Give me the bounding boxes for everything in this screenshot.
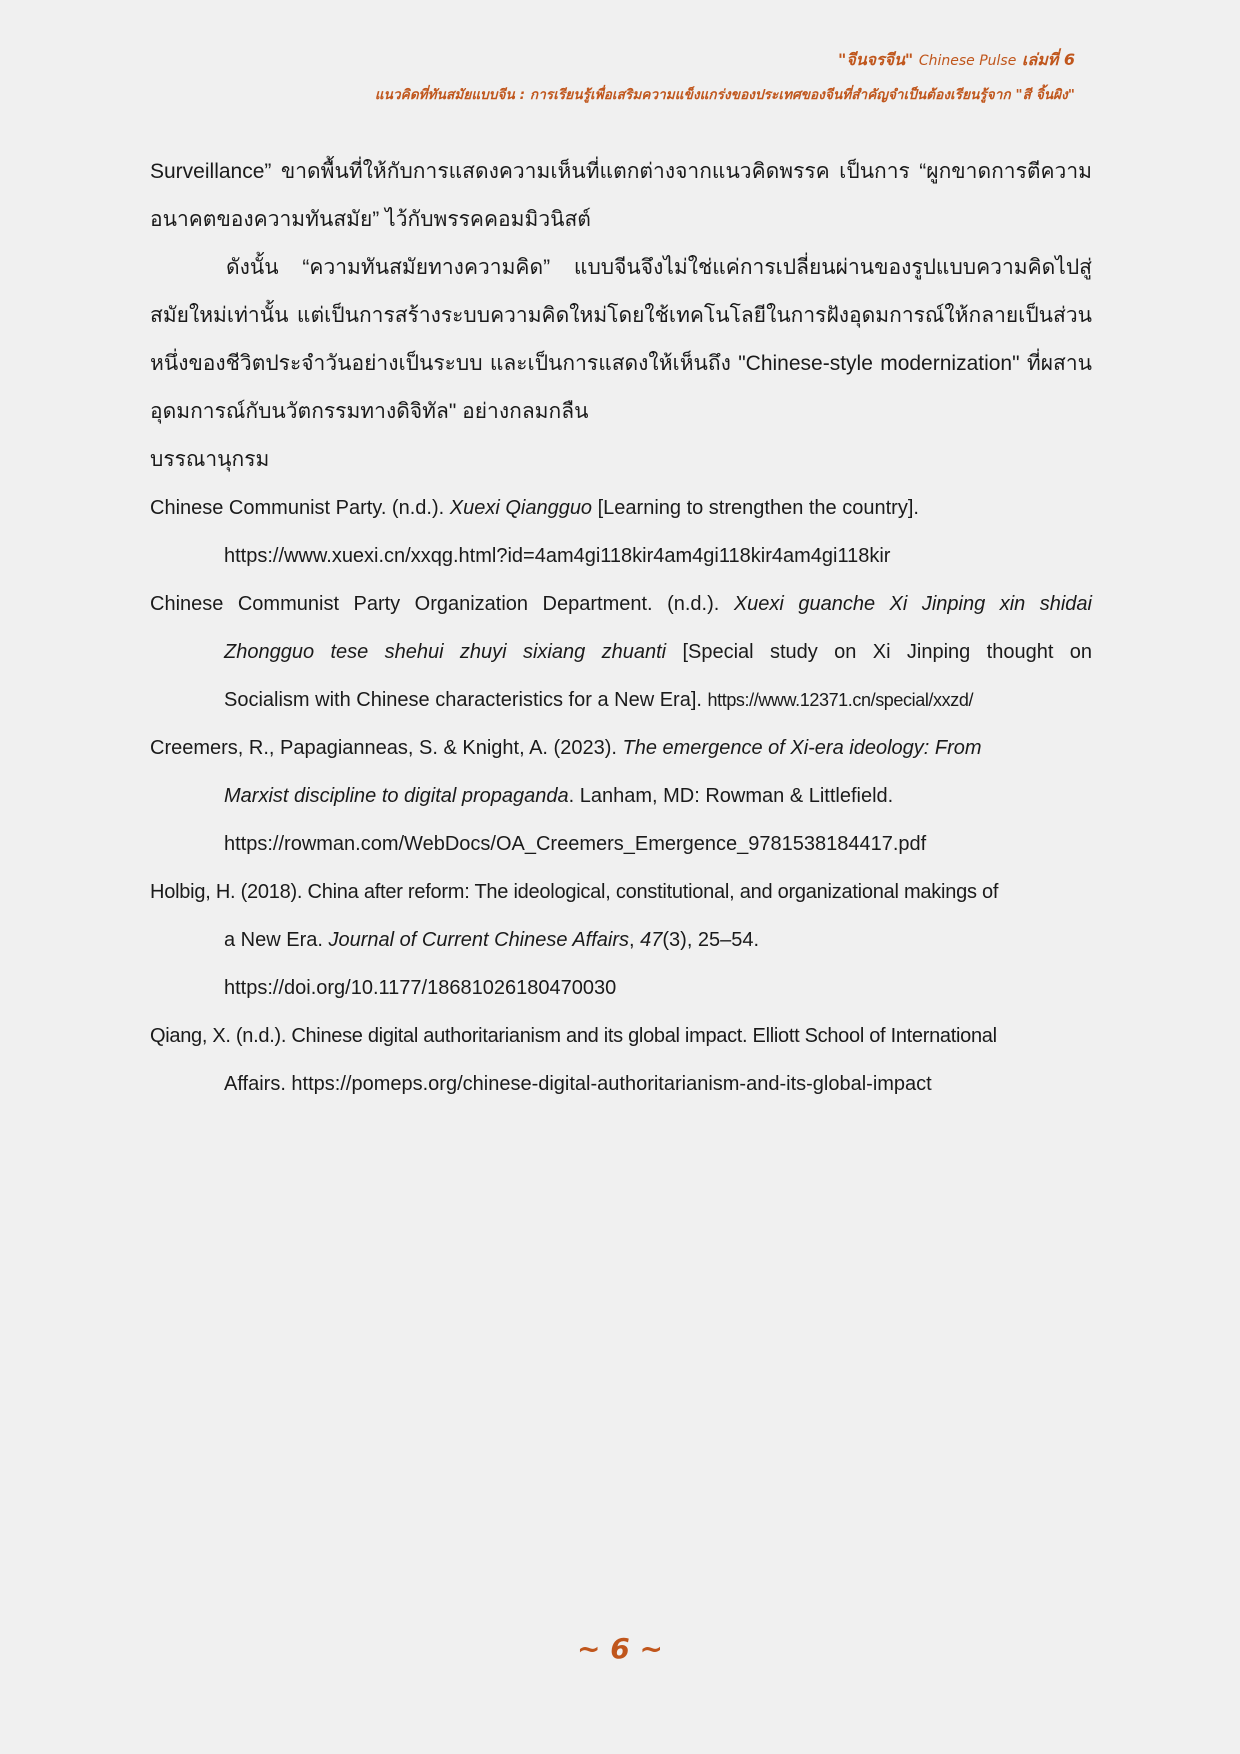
reference-text: Chinese Communist Party. (n.d.). (150, 497, 450, 519)
reference-url: https://rowman.com/WebDocs/OA_Creemers_Emergence_9781538184417.pdf (224, 833, 927, 855)
reference-title: The emergence of Xi-era ideology: From (622, 737, 982, 759)
reference-item (150, 580, 1092, 724)
reference-title: Marxist discipline to digital propaganda (224, 785, 569, 807)
reference-line (150, 772, 1092, 820)
reference-line (150, 628, 1092, 676)
article-title: แนวคิดที่ทันสมัยแบบจีน : การเรียนรู้เพื่อเสริมความแข็งแกร่งของประเทศของจีนที่สำคัญจำเป็นต้องเรียนรู้จาก "สี จิ้นผิง" (374, 87, 1075, 103)
journal-name: "จีนจรจีน" (838, 50, 914, 69)
reference-line: Affairs. https://pomeps.org/chinese-digital-authoritarianism-and-its-global-impact (224, 1073, 932, 1095)
reference-text: Socialism with Chinese characteristics for a New Era]. (224, 689, 708, 711)
reference-line (150, 580, 1092, 628)
reference-title: Zhongguo tese shehui zhuyi sixiang zhuanti (224, 641, 667, 663)
reference-volume: 47 (640, 929, 663, 951)
header-journal-line (375, 48, 1075, 73)
reference-line: Holbig, H. (2018). China after reform: The ideological, constitutional, and organizational makings of (150, 881, 999, 903)
reference-text: . Lanham, MD: Rowman & Littlefield. (568, 785, 894, 807)
paragraph-2: ดังนั้น “ความทันสมัยทางความคิด” แบบจีนจึงไม่ใช่แค่การเปลี่ยนผ่านของรูปแบบความคิดไปสู่สมัยใหม่เท่านั้น แต่เป็นการสร้างระบบความคิดใหม่โดยใช้เทคโนโลยีในการฝังอุดมการณ์ให้กลายเป็นส่วนหนึ่งของชีวิตประจำวันอย่างเป็นระบบ และเป็นการแสดงให้เห็นถึง "Chinese-style modernization" ที่ผสานอุดมการณ์กับนวัตกรรมทางดิจิทัล" อย่างกลมกลืน (150, 256, 1092, 423)
reference-text: [Learning to strengthen the country]. (592, 497, 919, 519)
bibliography-list (150, 484, 1092, 1108)
reference-line (150, 484, 1092, 532)
reference-item (150, 484, 1092, 580)
bibliography-heading: บรรณานุกรม (150, 448, 270, 471)
reference-text: (3), 25–54. (662, 929, 760, 951)
reference-item (150, 1012, 1092, 1108)
reference-text: [Special study on Xi Jinping thought on (666, 641, 1092, 663)
reference-journal: Journal of Current Chinese Affairs (328, 929, 629, 951)
reference-text: a New Era. (224, 929, 329, 951)
body-text (150, 148, 1092, 484)
journal-subtitle: Chinese Pulse (918, 53, 1017, 69)
reference-url: https://www.xuexi.cn/xxqg.html?id=4am4gi118kir4am4gi118kir4am4gi118kir (224, 545, 891, 567)
reference-url: https://doi.org/10.1177/18681026180470030 (224, 977, 617, 999)
reference-item (150, 868, 1092, 1012)
reference-line: Qiang, X. (n.d.). Chinese digital authoritarianism and its global impact. Elliott School of International (150, 1025, 997, 1047)
paragraph-1: Surveillance” ขาดพื้นที่ให้กับการแสดงความเห็นที่แตกต่างจากแนวคิดพรรค เป็นการ “ผูกขาดการตีความอนาคตของความทันสมัย” ไว้กับพรรคคอมมิวนิสต์ (150, 160, 1092, 231)
reference-text: Creemers, R., Papagianneas, S. & Knight, A. (2023). (150, 737, 623, 759)
reference-line (150, 916, 1092, 964)
reference-title: Xuexi Qiangguo (449, 497, 593, 519)
reference-text: , (629, 929, 641, 951)
reference-item (150, 724, 1092, 868)
reference-title: Xuexi guanche Xi Jinping xin shidai (733, 593, 1092, 615)
reference-text: Chinese Communist Party Organization Department. (n.d.). (150, 593, 734, 615)
issue-number: เล่มที่ 6 (1021, 50, 1075, 69)
reference-line (150, 676, 1092, 724)
reference-line (150, 724, 1092, 772)
page-number: ~ 6 ~ (577, 1632, 663, 1665)
reference-url: https://www.12371.cn/special/xxzd/ (707, 690, 974, 710)
running-header (375, 48, 1075, 105)
